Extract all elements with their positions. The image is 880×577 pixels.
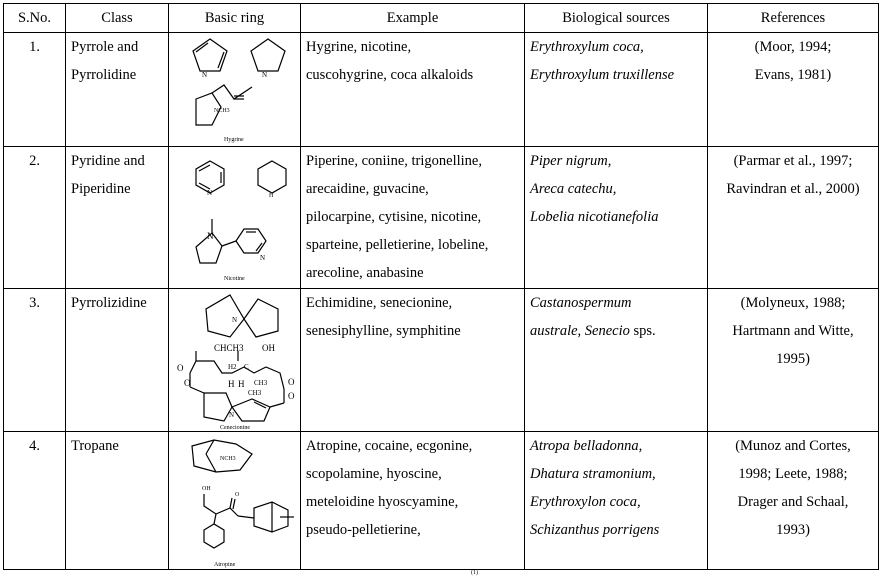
- ring-label: CH3: [254, 379, 268, 387]
- cell-basic-ring: [169, 33, 301, 147]
- ring-caption: Hygrine: [224, 137, 244, 143]
- ring-label: N: [207, 189, 213, 197]
- example-line: Atropine, cocaine, ecgonine,: [306, 438, 473, 454]
- example-line: sparteine, pelletierine, lobeline,: [306, 237, 489, 253]
- example-line: arecoline, anabasine: [306, 265, 424, 281]
- cell-class: [66, 432, 169, 570]
- ring-label: NCH3: [220, 456, 236, 462]
- header-class: Class: [66, 4, 169, 33]
- cell-basic-ring: [169, 147, 301, 289]
- cell-example: [301, 432, 525, 570]
- table-row: [4, 147, 879, 289]
- table-row: [4, 33, 879, 147]
- cell-class: [66, 33, 169, 147]
- reference-line: 1993): [776, 522, 810, 538]
- class-line: Pyrrolidine: [71, 67, 137, 83]
- cell-sources: [525, 432, 708, 570]
- reference-line: Drager and Schaal,: [737, 494, 849, 510]
- reference-line: (Moor, 1994;: [754, 39, 832, 55]
- example-line: cuscohygrine, coca alkaloids: [306, 67, 474, 83]
- source-line: Lobelia nicotianefolia: [530, 209, 659, 225]
- pyrrolizidine-structure: [174, 289, 306, 430]
- ring-label: OH: [262, 343, 275, 353]
- page-marker: (1): [471, 570, 478, 576]
- source-line: Erythroxylon coca,: [530, 494, 641, 510]
- class-line: Piperidine: [71, 181, 131, 197]
- cell-sources: [525, 147, 708, 289]
- ring-label: O: [177, 363, 184, 373]
- pyridine-piperidine-structure: [174, 147, 306, 287]
- example-line: pilocarpine, cytisine, nicotine,: [306, 209, 482, 225]
- ring-label: NCH3: [214, 108, 230, 114]
- cell-example: [301, 147, 525, 289]
- header-example: Example: [301, 4, 525, 33]
- header-row: [4, 4, 879, 33]
- alkaloid-table: [3, 3, 879, 570]
- header-references: References: [708, 4, 879, 33]
- reference-line: 1998; Leete, 1988;: [738, 466, 848, 482]
- ring-label: CH3: [248, 389, 262, 397]
- ring-label: N: [229, 411, 235, 419]
- pyrrole-ring: [193, 39, 227, 71]
- ring-caption: Atropine: [214, 562, 236, 568]
- ring-label: O: [288, 391, 295, 401]
- reference-line: Evans, 1981): [754, 67, 832, 83]
- example-line: senesiphylline, symphitine: [306, 323, 461, 339]
- ring-label: N: [207, 231, 214, 241]
- cell-references: [708, 33, 879, 147]
- source-line: Erythroxylum coca,: [530, 39, 644, 55]
- reference-line: (Molyneux, 1988;: [740, 295, 846, 311]
- ring-caption: Cenecionine: [220, 425, 250, 430]
- source-line: Atropa belladonna,: [530, 438, 643, 454]
- example-line: Hygrine, nicotine,: [306, 39, 412, 55]
- cell-references: [708, 289, 879, 432]
- class-line: Tropane: [71, 438, 119, 454]
- cell-sno: 3.: [4, 289, 66, 432]
- ring-caption: Nicotine: [224, 276, 245, 282]
- cell-basic-ring: [169, 289, 301, 432]
- phenyl-ring: [204, 524, 224, 548]
- example-line: scopolamine, hyoscine,: [306, 466, 442, 482]
- source-line: Areca catechu,: [530, 181, 617, 197]
- example-line: pseudo-pelletierine,: [306, 522, 421, 538]
- class-line: Pyrrole and: [71, 39, 139, 55]
- cell-sno: 4.: [4, 432, 66, 570]
- source-line: Erythroxylum truxillense: [530, 67, 675, 83]
- pyrrole-pyrrolidine-structure: [174, 33, 306, 145]
- cell-sources: [525, 289, 708, 432]
- cell-sno: 2.: [4, 147, 66, 289]
- cell-sno: 1.: [4, 33, 66, 147]
- table-row: [4, 289, 879, 432]
- reference-line: (Parmar et al., 1997;: [733, 153, 853, 169]
- class-line: Pyrrolizidine: [71, 295, 147, 311]
- source-line: australe, Senecio sps.: [530, 323, 656, 339]
- example-line: arecaidine, guvacine,: [306, 181, 429, 197]
- ring-label: O: [288, 377, 295, 387]
- ring-label: N: [202, 71, 208, 79]
- reference-line: 1995): [776, 351, 810, 367]
- pyrrolidine-ring: [251, 39, 285, 71]
- nicotine-pyridine-ring: [236, 229, 266, 253]
- table-row: [4, 432, 879, 570]
- cell-example: [301, 33, 525, 147]
- source-line: Schizanthus porrigens: [530, 522, 660, 538]
- header-sno: S.No.: [4, 4, 66, 33]
- class-line: Pyridine and: [71, 153, 145, 169]
- ring-label: N: [260, 254, 266, 262]
- necine-ring-right: [232, 399, 270, 421]
- ring-label: O: [235, 492, 240, 498]
- ring-label: C: [244, 363, 249, 371]
- reference-line: Hartmann and Witte,: [732, 323, 854, 339]
- example-line: meteloidine hyoscyamine,: [306, 494, 459, 510]
- cell-basic-ring: [169, 432, 301, 570]
- cell-example: [301, 289, 525, 432]
- ring-label: H: [228, 379, 235, 389]
- header-basic-ring: Basic ring: [169, 4, 301, 33]
- ring-label: H: [269, 193, 274, 199]
- header-biological-sources: Biological sources: [525, 4, 708, 33]
- pyrrolizidine-ring-left: [206, 295, 244, 337]
- ring-label: O: [184, 378, 191, 388]
- ring-label: OH: [202, 486, 211, 492]
- necine-ring-left: [204, 393, 235, 421]
- reference-line: Ravindran et al., 2000): [726, 181, 860, 197]
- cell-class: [66, 147, 169, 289]
- cell-class: [66, 289, 169, 432]
- reference-line: (Munoz and Cortes,: [735, 438, 851, 454]
- source-line: Dhatura stramonium,: [530, 466, 656, 482]
- ring-label: H: [238, 379, 245, 389]
- source-line: Castanospermum: [530, 295, 632, 311]
- cell-references: [708, 147, 879, 289]
- ring-label: H2: [228, 363, 237, 371]
- cell-references: [708, 432, 879, 570]
- cell-sources: [525, 33, 708, 147]
- example-line: Echimidine, senecionine,: [306, 295, 453, 311]
- pyrrolizidine-ring-right: [244, 299, 278, 337]
- piperidine-ring: [258, 161, 286, 193]
- source-line: Piper nigrum,: [530, 153, 612, 169]
- ring-label: CHCH3: [214, 343, 244, 353]
- tropane-structure: [174, 432, 306, 568]
- ring-label: N: [232, 316, 238, 324]
- ring-label: N: [262, 71, 268, 79]
- example-line: Piperine, coniine, trigonelline,: [306, 153, 482, 169]
